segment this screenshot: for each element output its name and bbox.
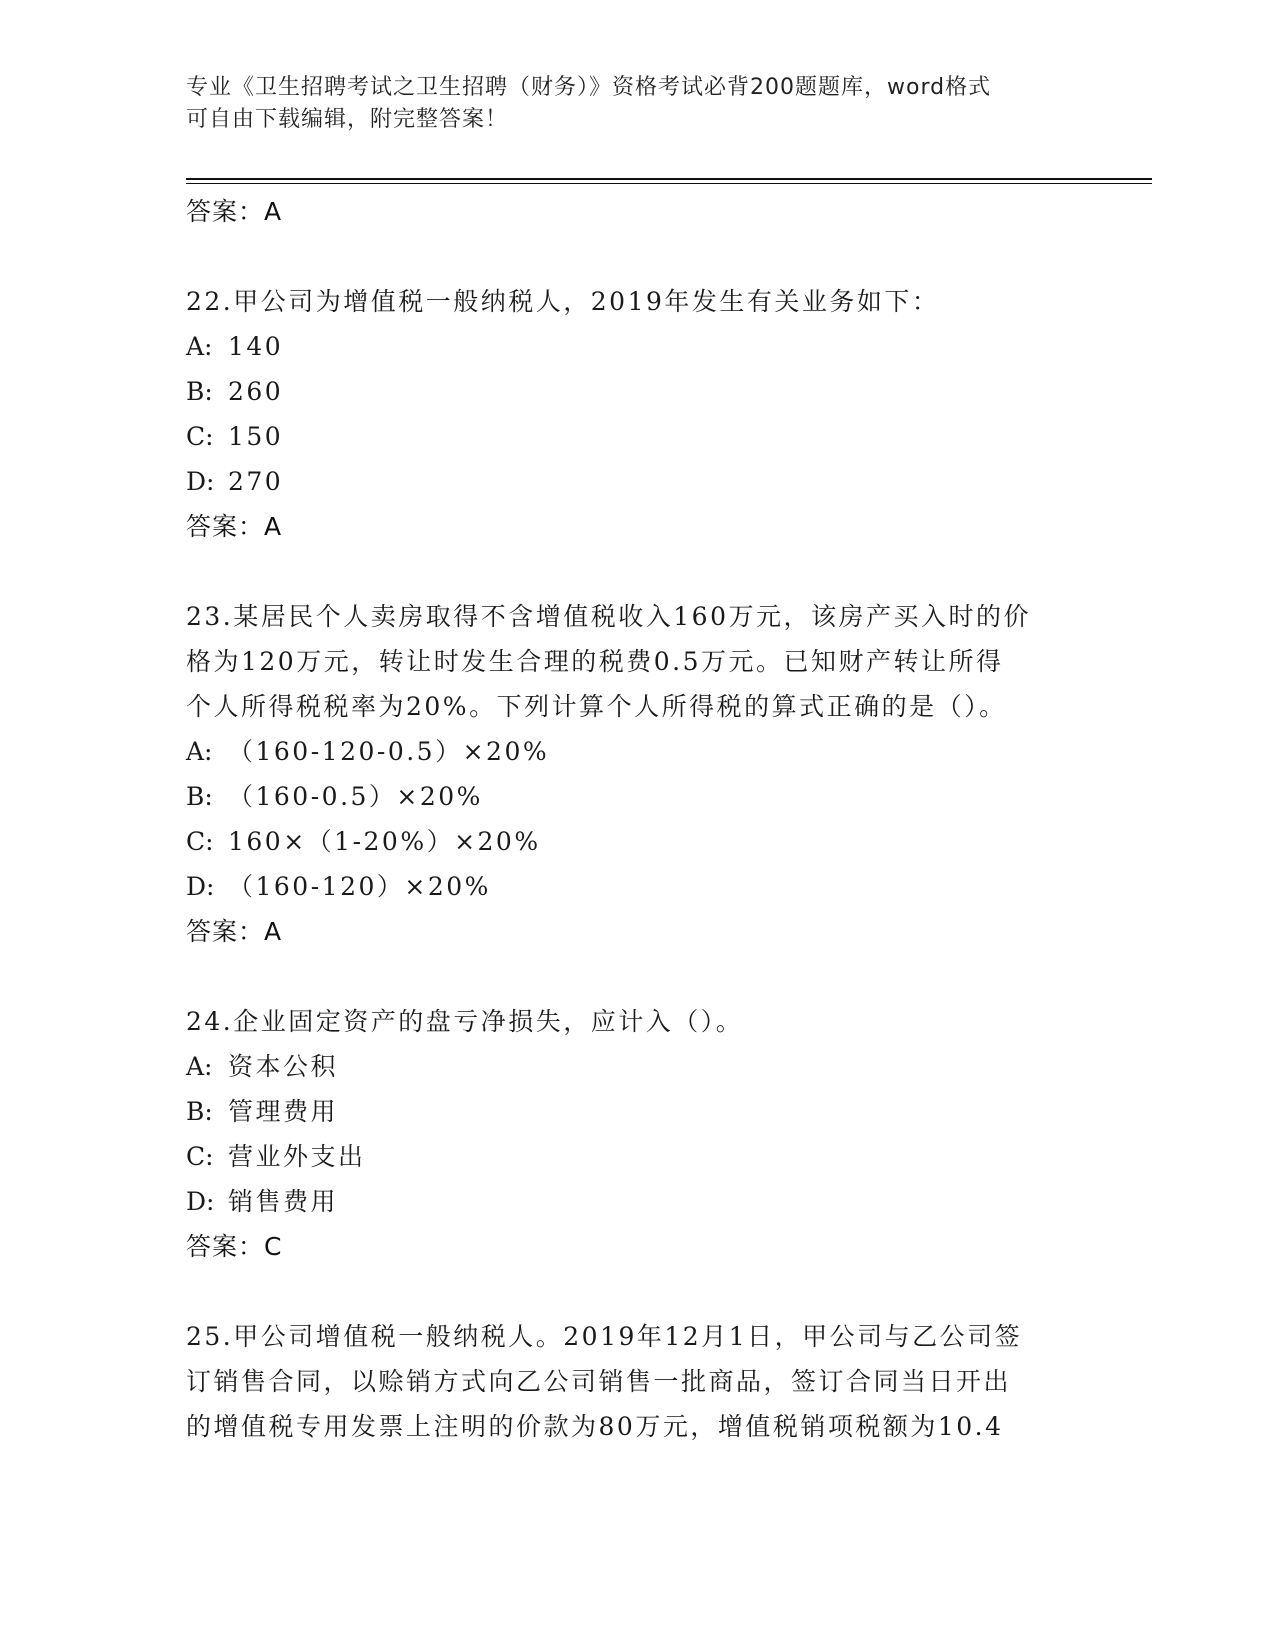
option-b bbox=[186, 1089, 1086, 1134]
question-text: 格为120万元，转让时发生合理的税费0.5万元。已知财产转让所得 bbox=[186, 647, 1004, 676]
header-rule-thin bbox=[186, 183, 1152, 184]
option-d bbox=[186, 1179, 1086, 1224]
option-letter: A: bbox=[186, 737, 213, 766]
question-text: 25.甲公司增值税一般纳税人。2019年12月1日，甲公司与乙公司签 bbox=[186, 1322, 1023, 1351]
question-text: 的增值税专用发票上注明的价款为80万元，增值税销项税额为10.4 bbox=[186, 1412, 1004, 1441]
option-c bbox=[186, 819, 1086, 864]
spacer bbox=[186, 1270, 1086, 1314]
question-24 bbox=[186, 999, 1086, 1270]
option-letter: C: bbox=[186, 827, 214, 856]
option-c bbox=[186, 1134, 1086, 1179]
spacer bbox=[186, 235, 1086, 279]
header-rule-thick bbox=[186, 178, 1152, 180]
option-letter: B: bbox=[186, 1097, 213, 1126]
option-b bbox=[186, 774, 1086, 819]
question-23 bbox=[186, 594, 1086, 955]
option-letter: C: bbox=[186, 1142, 214, 1171]
option-letter: D: bbox=[186, 467, 215, 496]
header-line-1: 专业《卫生招聘考试之卫生招聘（财务）》资格考试必背200题题库，word格式 bbox=[186, 75, 992, 100]
document-header bbox=[186, 72, 1066, 136]
option-text: 140 bbox=[228, 332, 284, 361]
option-letter: B: bbox=[186, 782, 213, 811]
option-letter: B: bbox=[186, 377, 213, 406]
option-text: （160-120-0.5）×20% bbox=[228, 737, 550, 766]
option-d bbox=[186, 459, 1086, 504]
option-text: 营业外支出 bbox=[228, 1142, 366, 1171]
option-b bbox=[186, 369, 1086, 414]
spacer bbox=[186, 550, 1086, 594]
question-text: 23.某居民个人卖房取得不含增值税收入160万元，该房产买入时的价 bbox=[186, 602, 1031, 631]
option-letter: A: bbox=[186, 1052, 213, 1081]
option-c bbox=[186, 414, 1086, 459]
question-25 bbox=[186, 1314, 1086, 1449]
header-line-2: 可自由下载编辑，附完整答案！ bbox=[186, 107, 509, 132]
option-text: 150 bbox=[228, 422, 284, 451]
question-text: 个人所得税税率为20%。下列计算个人所得税的算式正确的是（）。 bbox=[186, 692, 1007, 721]
question-text: 订销售合同，以赊销方式向乙公司销售一批商品，签订合同当日开出 bbox=[186, 1367, 1012, 1396]
option-a bbox=[186, 729, 1086, 774]
question-text: 22.甲公司为增值税一般纳税人，2019年发生有关业务如下： bbox=[186, 287, 940, 316]
option-text: 260 bbox=[228, 377, 284, 406]
option-d bbox=[186, 864, 1086, 909]
answer-line: 答案：C bbox=[186, 1232, 283, 1261]
spacer bbox=[186, 955, 1086, 999]
question-list bbox=[186, 189, 1086, 1449]
question-22 bbox=[186, 279, 1086, 550]
option-letter: C: bbox=[186, 422, 214, 451]
question-text: 24.企业固定资产的盘亏净损失，应计入（）。 bbox=[186, 1007, 744, 1036]
option-letter: D: bbox=[186, 872, 215, 901]
option-text: 管理费用 bbox=[228, 1097, 339, 1126]
option-letter: D: bbox=[186, 1187, 215, 1216]
answer-line: 答案：A bbox=[186, 917, 283, 946]
option-letter: A: bbox=[186, 332, 213, 361]
option-text: （160-0.5）×20% bbox=[228, 782, 483, 811]
option-a bbox=[186, 324, 1086, 369]
answer-line: 答案：A bbox=[186, 197, 283, 226]
option-text: 270 bbox=[228, 467, 284, 496]
answer-line: 答案：A bbox=[186, 512, 283, 541]
option-text: 160×（1-20%）×20% bbox=[228, 827, 541, 856]
option-text: （160-120）×20% bbox=[228, 872, 491, 901]
option-a bbox=[186, 1044, 1086, 1089]
option-text: 销售费用 bbox=[228, 1187, 339, 1216]
option-text: 资本公积 bbox=[228, 1052, 339, 1081]
